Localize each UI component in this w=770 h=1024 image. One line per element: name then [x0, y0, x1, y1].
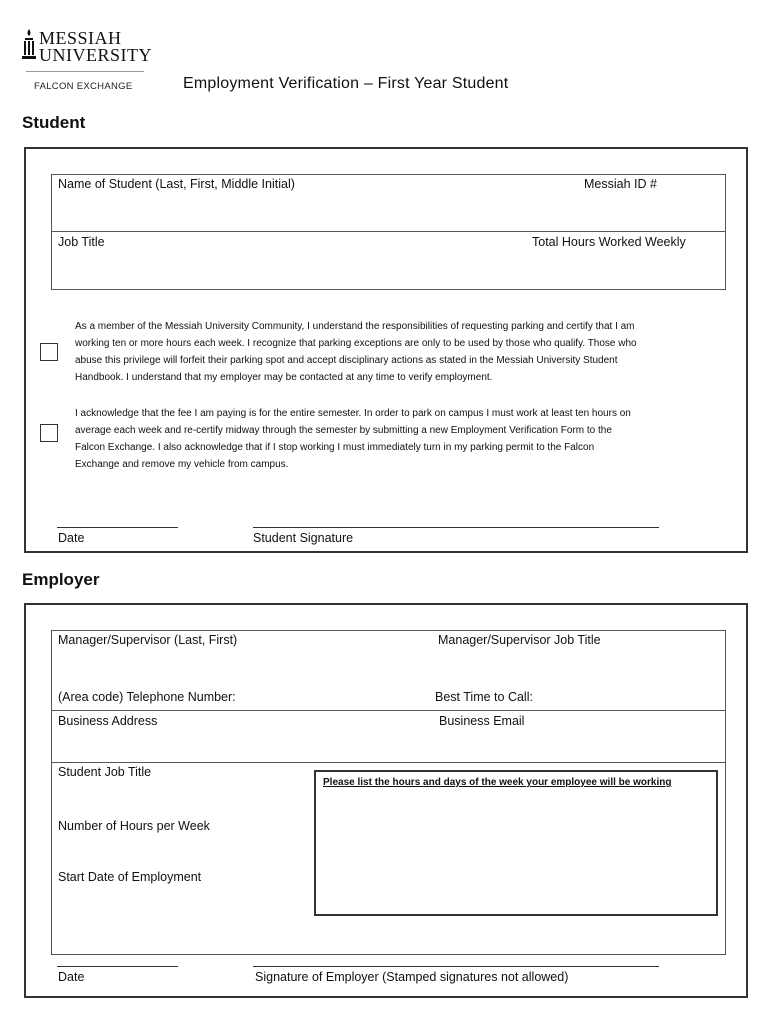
statement-line: working ten or more hours each week. I recognize that parking exceptions are only to be used by those who qualify. Those who	[75, 338, 637, 349]
messiah-id-field[interactable]: Messiah ID #	[584, 177, 657, 191]
fee-acknowledgement-statement	[75, 405, 631, 473]
work-schedule-box[interactable]	[314, 770, 718, 916]
student-signature-line[interactable]	[253, 527, 659, 528]
work-schedule-note: Please list the hours and days of the week your employee will be working	[323, 777, 672, 788]
employer-signature-label: Signature of Employer (Stamped signatures not allowed)	[255, 970, 569, 984]
statement-line: abuse this privilege will forfeit their parking spot and accept disciplinary actions as stated in the Messiah University Student	[75, 355, 618, 366]
start-date-field[interactable]: Start Date of Employment	[58, 870, 202, 884]
student-date-line[interactable]	[57, 527, 178, 528]
student-info-divider	[51, 231, 726, 232]
student-date-label: Date	[58, 531, 85, 545]
student-job-title-field[interactable]: Student Job Title	[58, 765, 152, 779]
document-title: Employment Verification – First Year Student	[183, 75, 509, 92]
employer-signature-line[interactable]	[253, 966, 659, 967]
employer-date-label: Date	[58, 970, 85, 984]
business-email-field[interactable]: Business Email	[439, 714, 525, 728]
statement-line: I acknowledge that the fee I am paying is for the entire semester. In order to park on campus I must work at least ten hours on	[75, 408, 631, 419]
employer-divider-1	[51, 710, 726, 711]
employer-divider-2	[51, 762, 726, 763]
logo-line-messiah: MESSIAH	[39, 28, 122, 48]
statement-line: Handbook. I understand that my employer may be contacted at any time to verify employment.	[75, 372, 493, 383]
statement-line: As a member of the Messiah University Community, I understand the responsibilities of requesting parking and certify that I am	[75, 321, 635, 332]
fee-acknowledgement-checkbox[interactable]	[40, 424, 58, 442]
responsibility-checkbox[interactable]	[40, 343, 58, 361]
student-name-field[interactable]: Name of Student (Last, First, Middle Initial)	[58, 177, 295, 191]
manager-title-field[interactable]: Manager/Supervisor Job Title	[438, 633, 601, 647]
student-section-heading: Student	[22, 113, 86, 132]
lamp-icon	[22, 28, 36, 62]
student-info-box	[51, 174, 726, 290]
hours-worked-field[interactable]: Total Hours Worked Weekly	[532, 235, 686, 249]
statement-line: average each week and re-certify midway through the semester by submitting a new Employment Verification Form to the	[75, 425, 612, 436]
best-time-field[interactable]: Best Time to Call:	[435, 690, 533, 704]
logo-line-university: UNIVERSITY	[39, 45, 152, 65]
statement-line: Falcon Exchange. I also acknowledge that if I stop working I must immediately turn in my parking permit to the Falcon	[75, 442, 595, 453]
logo-divider	[26, 71, 144, 72]
business-address-field[interactable]: Business Address	[58, 714, 158, 728]
telephone-field[interactable]: (Area code) Telephone Number:	[58, 690, 236, 704]
student-signature-label: Student Signature	[253, 531, 354, 545]
employer-date-line[interactable]	[57, 966, 178, 967]
university-logo	[22, 28, 152, 98]
responsibility-statement	[75, 318, 637, 386]
employer-section-heading: Employer	[22, 570, 100, 589]
hours-per-week-field[interactable]: Number of Hours per Week	[58, 819, 210, 833]
manager-name-field[interactable]: Manager/Supervisor (Last, First)	[58, 633, 238, 647]
logo-subtitle: FALCON EXCHANGE	[34, 81, 133, 92]
job-title-field[interactable]: Job Title	[58, 235, 105, 249]
statement-line: Exchange and remove my vehicle from campus.	[75, 459, 289, 470]
